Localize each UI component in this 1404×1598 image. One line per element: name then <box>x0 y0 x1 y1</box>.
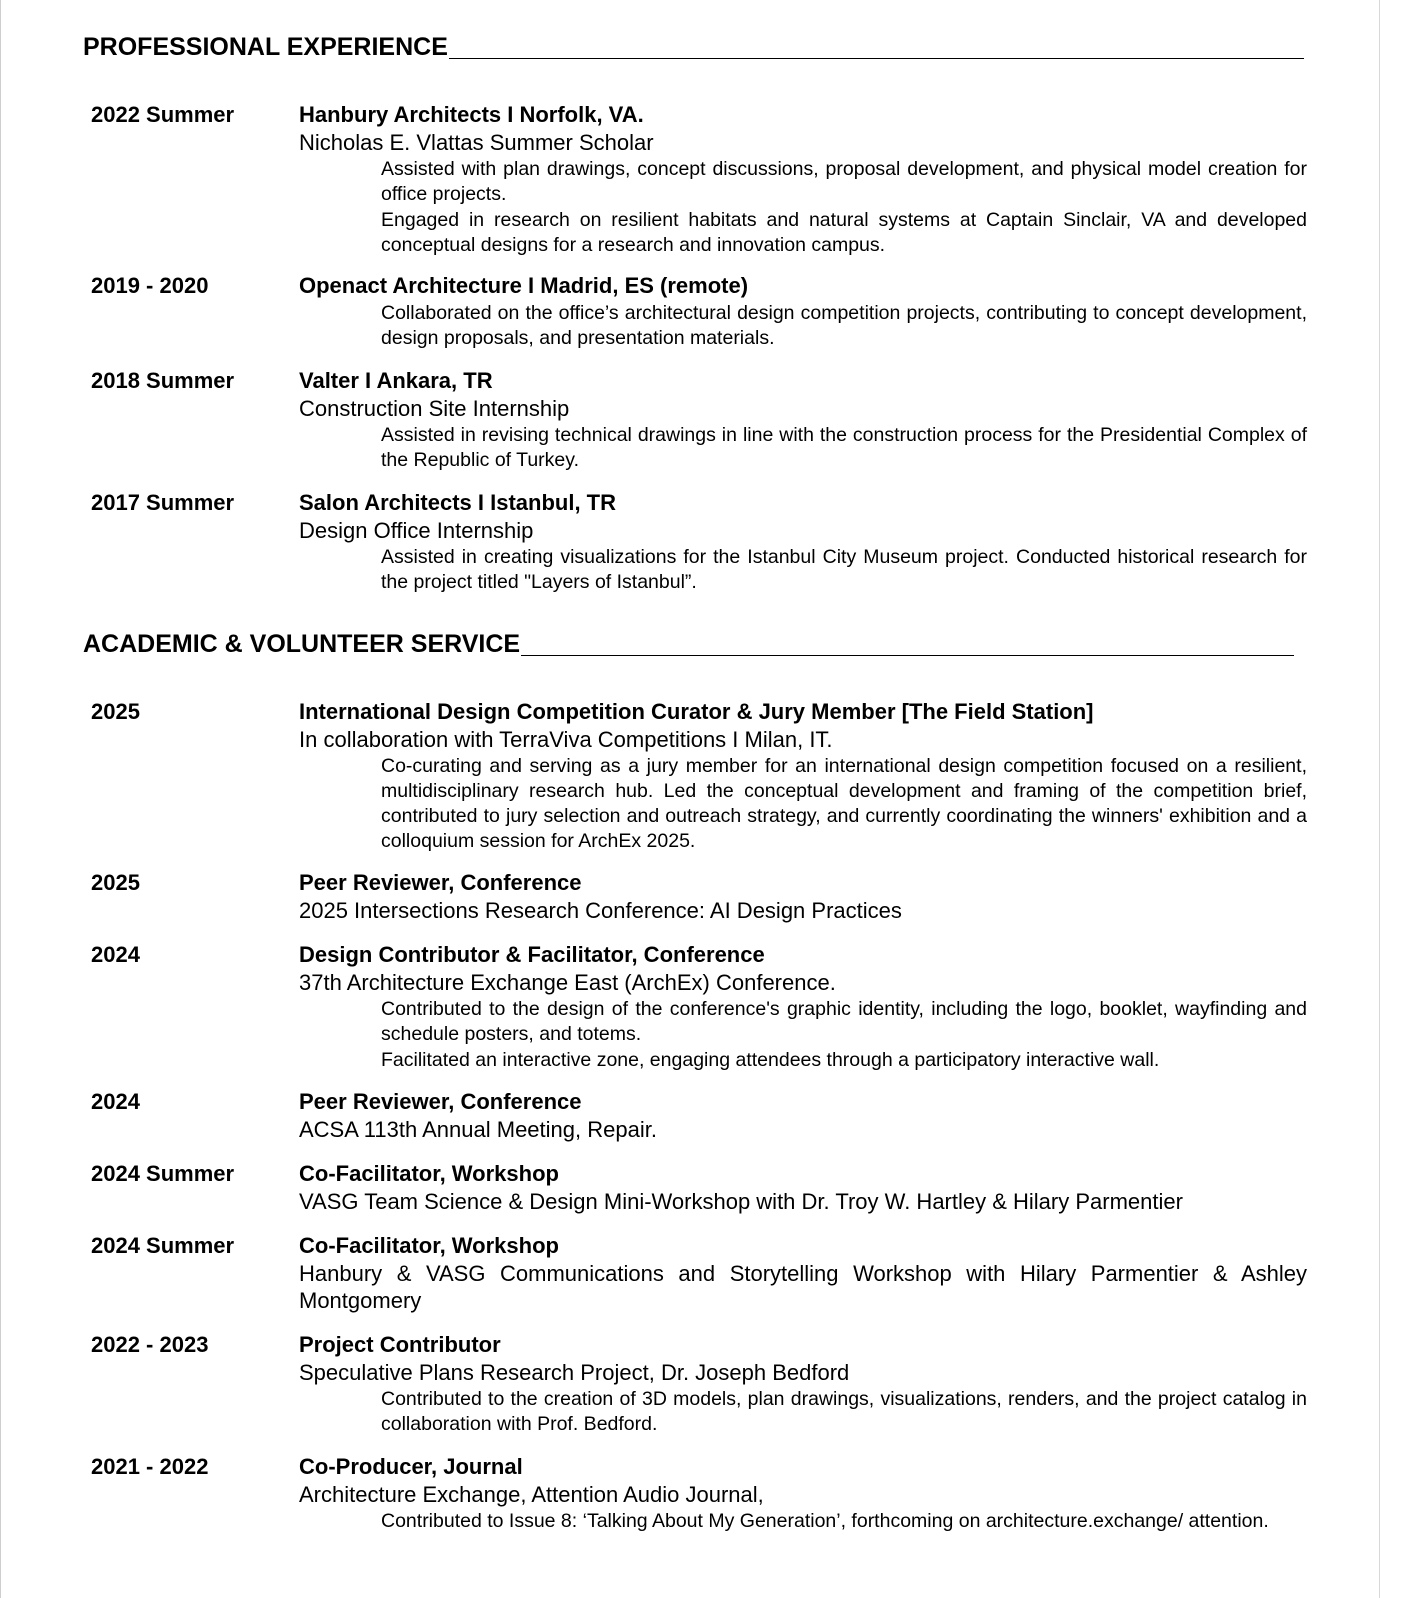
heading-underline-rule <box>521 655 1294 656</box>
entry-title: International Design Competition Curator & Jury Member [The Field Station] <box>299 699 1094 724</box>
entry-date: 2022 - 2023 <box>91 1332 209 1357</box>
entry-title: Co-Producer, Journal <box>299 1454 523 1479</box>
entry-subtitle: Nicholas E. Vlattas Summer Scholar <box>299 130 654 155</box>
entry-subtitle: Design Office Internship <box>299 518 534 543</box>
entry-date: 2019 - 2020 <box>91 273 209 298</box>
entry-title: Peer Reviewer, Conference <box>299 870 582 895</box>
entry-description: Assisted in creating visualizations for the Istanbul City Museum project. Conducted historical research for the project titled "Layers of Istanbul”. <box>381 546 1307 593</box>
entry-subtitle: Architecture Exchange, Attention Audio Journal, <box>299 1482 764 1507</box>
experience-entry <box>91 272 1307 351</box>
entry-subtitle: In collaboration with TerraViva Competitions I Milan, IT. <box>299 727 833 752</box>
heading-underline-rule <box>449 58 1304 59</box>
entry-date: 2024 <box>91 942 140 967</box>
entry-date: 2024 Summer <box>91 1161 235 1186</box>
entry-title: Project Contributor <box>299 1332 501 1357</box>
entry-title: Design Contributor & Facilitator, Conference <box>299 942 765 967</box>
entry-title: Valter I Ankara, TR <box>299 368 493 393</box>
entry-subtitle: ACSA 113th Annual Meeting, Repair. <box>299 1117 657 1142</box>
entry-title: Salon Architects I Istanbul, TR <box>299 490 617 515</box>
section-heading-text: ACADEMIC & VOLUNTEER SERVICE <box>83 630 521 658</box>
entry-date: 2024 <box>91 1089 140 1114</box>
experience-entry <box>91 489 1307 595</box>
entry-description: Co-curating and serving as a jury member for an international design competition focused on a resilient, multidisciplinary research hub. Led the conceptual development and framing of the competition brief, contributed to jury selection and outreach strategy, and currently coordinating the winners' exhibition and a colloquium session for ArchEx 2025. <box>381 755 1307 852</box>
service-entry <box>91 1331 1307 1437</box>
entry-date: 2021 - 2022 <box>91 1454 209 1479</box>
service-entry <box>91 1088 1307 1143</box>
entry-date: 2025 <box>91 870 140 895</box>
entry-title: Co-Facilitator, Workshop <box>299 1233 559 1258</box>
page-left-border <box>0 0 1 1598</box>
section-heading-academic-volunteer-service <box>83 629 1294 659</box>
service-entry <box>91 1160 1307 1215</box>
entry-subtitle: Hanbury & VASG Communications and Storytelling Workshop with Hilary Parmentier & Ashley Montgomery <box>299 1261 1307 1313</box>
entry-date: 2018 Summer <box>91 368 235 393</box>
entry-date: 2024 Summer <box>91 1233 235 1258</box>
entry-description: Collaborated on the office’s architectural design competition projects, contributing to concept development, design proposals, and presentation materials. <box>381 302 1307 349</box>
entry-description: Contributed to the design of the conference's graphic identity, including the logo, booklet, wayfinding and schedule posters, and totems. <box>381 998 1307 1045</box>
entry-subtitle: 2025 Intersections Research Conference: AI Design Practices <box>299 898 902 923</box>
entry-title: Openact Architecture I Madrid, ES (remote) <box>299 273 749 298</box>
entry-description: Contributed to Issue 8: ‘Talking About My Generation’, forthcoming on architecture.exchange/ attention. <box>381 1510 1269 1532</box>
entry-description: Contributed to the creation of 3D models, plan drawings, visualizations, renders, and the project catalog in collaboration with Prof. Bedford. <box>381 1388 1307 1435</box>
entry-date: 2025 <box>91 699 140 724</box>
entry-date: 2017 Summer <box>91 490 235 515</box>
entry-title: Hanbury Architects I Norfolk, VA. <box>299 102 644 127</box>
entry-subtitle: 37th Architecture Exchange East (ArchEx) Conference. <box>299 970 836 995</box>
page-right-border <box>1379 0 1380 1598</box>
service-entry <box>91 1232 1307 1314</box>
entry-subtitle: VASG Team Science & Design Mini-Workshop with Dr. Troy W. Hartley & Hilary Parmentier <box>299 1189 1183 1214</box>
service-entry <box>91 1453 1307 1534</box>
section-heading-text: PROFESSIONAL EXPERIENCE <box>83 33 448 61</box>
entry-title: Co-Facilitator, Workshop <box>299 1161 559 1186</box>
entry-description: Engaged in research on resilient habitats and natural systems at Captain Sinclair, VA and developed conceptual designs for a research and innovation campus. <box>381 209 1307 256</box>
entry-description: Assisted in revising technical drawings in line with the construction process for the Presidential Complex of the Republic of Turkey. <box>381 424 1307 471</box>
service-entry <box>91 698 1307 854</box>
entry-title: Peer Reviewer, Conference <box>299 1089 582 1114</box>
service-entry <box>91 869 1307 924</box>
entry-subtitle: Construction Site Internship <box>299 396 570 421</box>
entry-description: Facilitated an interactive zone, engaging attendees through a participatory interactive wall. <box>381 1049 1160 1071</box>
entry-description: Assisted with plan drawings, concept discussions, proposal development, and physical model creation for office projects. <box>381 158 1307 205</box>
experience-entry <box>91 367 1307 473</box>
entry-subtitle: Speculative Plans Research Project, Dr. Joseph Bedford <box>299 1360 850 1385</box>
service-entry <box>91 941 1307 1073</box>
experience-entry <box>91 101 1307 258</box>
entry-date: 2022 Summer <box>91 102 235 127</box>
section-heading-professional-experience <box>83 32 1304 62</box>
